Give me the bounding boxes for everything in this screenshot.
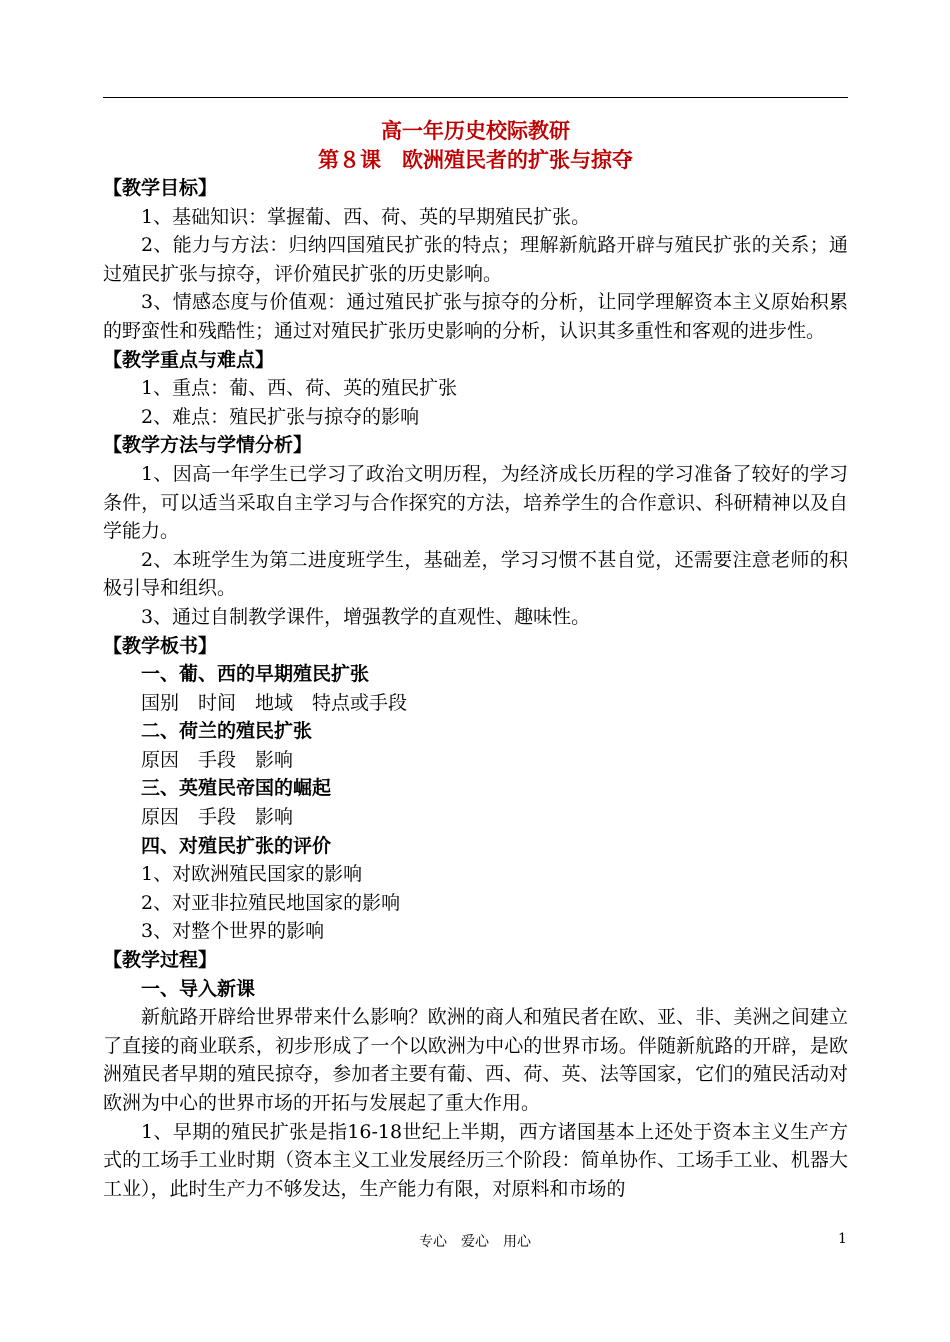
title-line-1: 高一年历史校际教研: [381, 118, 570, 143]
title-line-2: 第８课 欧洲殖民者的扩张与掠夺: [318, 147, 633, 172]
method-1: 1、因高一年学生已学习了政治文明历程，为经济成长历程的学习准备了较好的学习条件，可以适当采取自主学习与合作探究的方法，培养学生的合作意识、科研精神以及自学能力。: [103, 462, 848, 543]
header-rule: [103, 97, 848, 98]
heading-process: 【教学过程】: [103, 949, 218, 972]
method-2: 2、本班学生为第二进度班学生，基础差，学习习惯不甚自觉，还需要注意老师的积极引导和组织。: [103, 548, 848, 600]
board-part-3-title: 三、英殖民帝国的崛起: [141, 777, 332, 800]
process-paragraph-2: 1、早期的殖民扩张是指16-18世纪上半期，西方诸国基本上还处于资本主义生产方式的工场手工业时期（资本主义工业发展经历三个阶段：简单协作、工场手工业、机器大工业），此时生产力不够发达，生产能力有限，对原料和市场的: [103, 1120, 848, 1200]
board-part-4-title: 四、对殖民扩张的评价: [141, 834, 332, 857]
objective-2: 2、能力与方法：归纳四国殖民扩张的特点；理解新航路开辟与殖民扩张的关系；通过殖民扩张与掠夺，评价殖民扩张的历史影响。: [103, 234, 848, 285]
objective-1: 1、基础知识：掌握葡、西、荷、英的早期殖民扩张。: [141, 205, 591, 228]
board-part-1-line: 国别 时间 地域 特点或手段: [141, 691, 408, 714]
process-sub-intro: 一、导入新课: [141, 977, 256, 1000]
board-part-4-line-1: 1、对欧洲殖民国家的影响: [141, 863, 363, 886]
page-number: 1: [838, 1231, 847, 1247]
board-part-4-line-3: 3、对整个世界的影响: [141, 920, 325, 943]
heading-objectives: 【教学目标】: [103, 177, 218, 199]
page-footer: [0, 1231, 950, 1253]
method-3: 3、通过自制教学课件，增强教学的直观性、趣味性。: [141, 605, 591, 628]
key-point-1: 1、重点：葡、西、荷、英的殖民扩张: [141, 377, 458, 400]
board-part-2-title: 二、荷兰的殖民扩张: [141, 720, 313, 743]
board-part-2-line: 原因 手段 影响: [141, 748, 294, 771]
key-point-2: 2、难点：殖民扩张与掠夺的影响: [141, 405, 420, 428]
board-part-1-title: 一、葡、西的早期殖民扩张: [141, 663, 370, 686]
objective-3: 3、情感态度与价值观：通过殖民扩张与掠夺的分析，让同学理解资本主义原始积累的野蛮性和残酷性；通过对殖民扩张历史影响的分析，认识其多重性和客观的进步性。: [103, 291, 848, 342]
board-part-4-line-2: 2、对亚非拉殖民地国家的影响: [141, 891, 401, 914]
document-body: [103, 174, 848, 1203]
board-part-3-line: 原因 手段 影响: [141, 806, 294, 829]
title-block: [103, 116, 848, 174]
heading-board: 【教学板书】: [103, 634, 218, 657]
process-paragraph-1: 新航路开辟给世界带来什么影响？欧洲的商人和殖民者在欧、亚、非、美洲之间建立了直接的商业联系，初步形成了一个以欧洲为中心的世界市场。伴随新航路的开辟，是欧洲殖民者早期的殖民掠夺，参加者主要有葡、西、荷、英、法等国家，它们的殖民活动对欧洲为中心的世界市场的开拓与发展起了重大作用。: [103, 1006, 848, 1114]
footer-text: 专心 爱心 用心: [419, 1234, 531, 1250]
heading-methods: 【教学方法与学情分析】: [103, 434, 313, 457]
heading-key-points: 【教学重点与难点】: [103, 348, 275, 371]
